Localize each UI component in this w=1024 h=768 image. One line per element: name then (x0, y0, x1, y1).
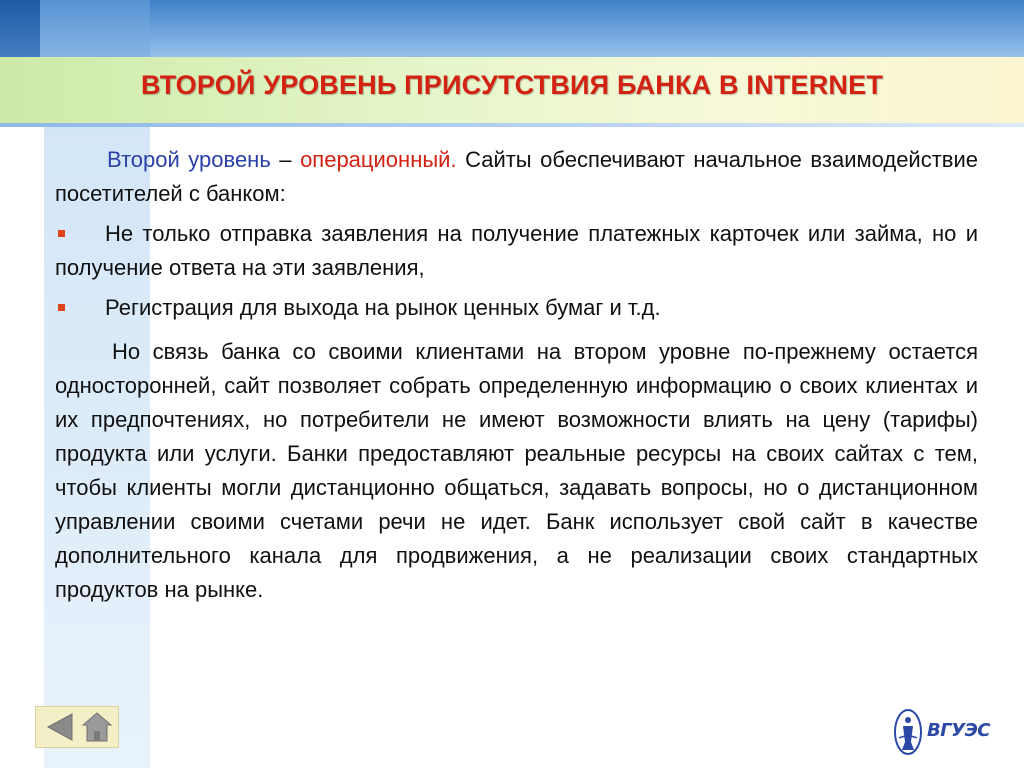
bullet-square-icon (58, 230, 65, 237)
slide-content (55, 143, 978, 607)
university-logo (893, 708, 1005, 758)
navigation-panel (35, 706, 119, 748)
slide-title: ВТОРОЙ УРОВЕНЬ ПРИСУТСТВИЯ БАНКА В INTERNET (140, 70, 884, 100)
home-icon[interactable] (82, 711, 112, 743)
bullet-text: Регистрация для выхода на рынок ценных бумаг и т.д. (105, 295, 661, 320)
body-paragraph: Но связь банка со своими клиентами на втором уровне по-прежнему остается односторонней, сайт позволяет собрать определенную информацию о своих клиентах и их предпочтениях, но потребители не имеют возможности влиять на цену (тарифы) продукта или услуги. Банки предоставляют реальные ресурсы на своих сайтах с тем, чтобы клиенты могли дистанционно общаться, задавать вопросы, но о дистанционном управлении своими счетами речи не идет. Банк использует свой сайт в качестве дополнительного канала для продвижения, а не реализации своих стандартных продуктов на рынке. (55, 339, 978, 602)
bullet-text: Не только отправка заявления на получение платежных карточек или займа, но и получение ответа на эти заявления, (55, 221, 978, 280)
university-emblem-icon (893, 708, 923, 756)
bullet-item (55, 217, 978, 285)
logo-text: ВГУЭС (927, 720, 990, 741)
level-name: операционный. (300, 147, 457, 172)
bullet-item (55, 291, 978, 325)
intro-paragraph (55, 143, 978, 211)
back-arrow-icon[interactable] (44, 712, 76, 742)
level-label: Второй уровень (107, 147, 271, 172)
dash: – (270, 147, 301, 172)
intro-text: Сайты обеспечивают начальное взаимодействие посетителей с банком: (55, 147, 979, 206)
bullet-square-icon (58, 304, 65, 311)
